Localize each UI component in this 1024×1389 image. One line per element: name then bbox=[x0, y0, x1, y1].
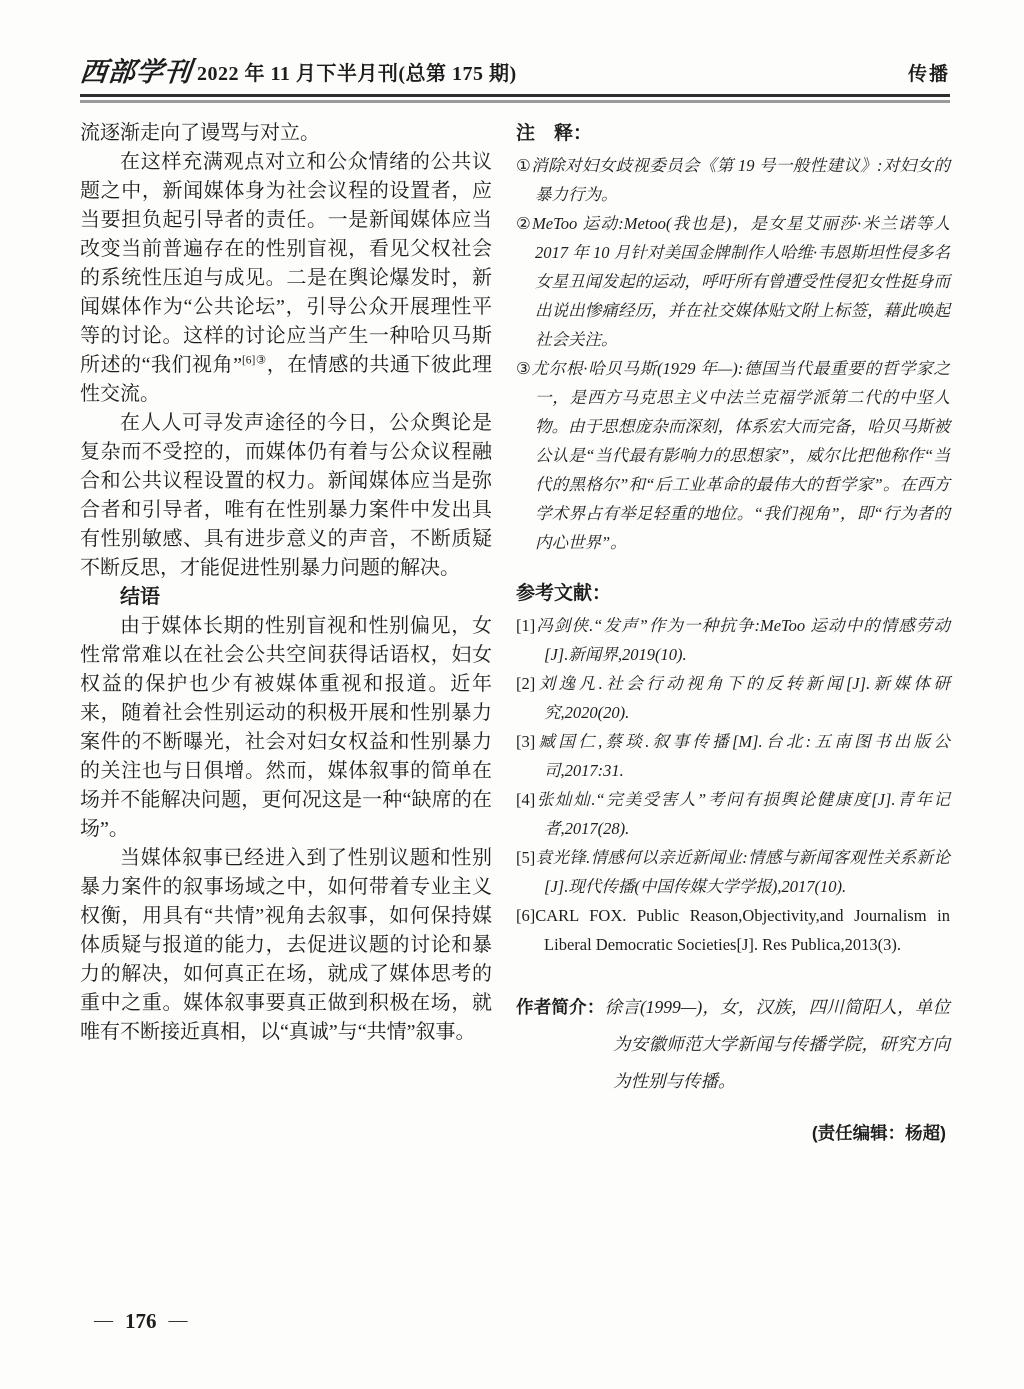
author-bio-label: 作者简介： bbox=[516, 997, 605, 1017]
reference-text: CARL FOX. Public Reason,Objectivity,and Journalism in Liberal Democratic Societies[J]. Res Publica,2013(3). bbox=[535, 906, 950, 954]
reference-item bbox=[516, 727, 950, 785]
reference-text: 袁光锋.情感何以亲近新闻业:情感与新闻客观性关系新论[J].现代传播(中国传媒大学学报),2017(10). bbox=[535, 848, 950, 896]
note-item bbox=[516, 354, 950, 557]
header-double-rule bbox=[80, 94, 950, 103]
reference-text: 刘逸凡.社会行动视角下的反转新闻[J].新媒体研究,2020(20). bbox=[535, 674, 950, 722]
reference-marker: [2] bbox=[516, 674, 536, 693]
note-text: MeToo 运动:Metoo(我也是)，是女星艾丽莎·米兰诺等人 2017 年 10 月针对美国金牌制作人哈维·韦恩斯坦性侵多名女星丑闻发起的运动，呼吁所有曾遭受性侵犯女性挺身而出说出惨痛经历，并在社交媒体贴文附上标签，藉此唤起社会关注。 bbox=[532, 214, 950, 349]
reference-marker: [1] bbox=[516, 616, 536, 635]
page-number-dash-left: — bbox=[94, 1310, 113, 1331]
paragraph-text: 由于媒体长期的性别盲视和性别偏见，女性常常难以在社会公共空间获得话语权，妇女权益的保护也少有被媒体重视和报道。近年来，随着社会性别运动的积极开展和性别暴力案件的不断曝光，社会对妇女权益和性别暴力的关注也与日俱增。然而，媒体叙事的简单在场并不能解决问题，更何况这是一种“缺席的在场”。 bbox=[80, 615, 492, 840]
right-column bbox=[516, 119, 950, 1148]
reference-text: 臧国仁,蔡琰.叙事传播[M].台北:五南图书出版公司,2017:31. bbox=[535, 732, 950, 780]
page-number-dash-right: — bbox=[168, 1310, 188, 1331]
note-item bbox=[516, 209, 950, 354]
paragraph-text: 在这样充满观点对立和公众情绪的公共议题之中，新闻媒体身为社会议程的设置者，应当要担负起引导者的责任。一是新闻媒体应当改变当前普遍存在的性别盲视，看见父权社会的系统性压迫与成见。二是在舆论爆发时，新闻媒体作为“公共论坛”，引导公众开展理性平等的讨论。这样的讨论应当产生一种哈贝马斯所述的“我们视角” bbox=[80, 151, 492, 376]
references-block bbox=[516, 579, 950, 959]
left-column bbox=[80, 119, 492, 1148]
references-heading: 参考文献： bbox=[516, 583, 612, 604]
reference-marker: [6] bbox=[516, 906, 536, 925]
footnote-marker: [6]③ bbox=[241, 354, 267, 367]
paragraph bbox=[80, 844, 492, 1047]
note-marker: ① bbox=[516, 156, 532, 175]
paragraph bbox=[80, 409, 492, 583]
reference-item bbox=[516, 785, 950, 843]
reference-text: 冯剑侠.“发声”作为一种抗争:MeToo 运动中的情感劳动[J].新闻界,2019(10). bbox=[535, 616, 950, 664]
note-text: 尤尔根·哈贝马斯(1929 年—):德国当代最重要的哲学家之一，是西方马克思主义中法兰克福学派第二代的中坚人物。由于思想庞杂而深刻，体系宏大而完备，哈贝马斯被公认是“当代最有影响力的思想家”，威尔比把他称作“当代的黑格尔”和“后工业革命的最伟大的哲学家”。在西方学术界占有举足轻重的地位。“我们视角”，即“行为者的内心世界”。 bbox=[531, 359, 951, 552]
reference-marker: [4] bbox=[516, 790, 536, 809]
note-item bbox=[516, 151, 950, 209]
page-number bbox=[94, 1309, 188, 1333]
reference-marker: [3] bbox=[516, 732, 536, 751]
paragraph-text: 在人人可寻发声途径的今日，公众舆论是复杂而不受控的，而媒体仍有着与公众议程融合和公共议程设置的权力。新闻媒体应当是弥合者和引导者，唯有在性别暴力案件中发出具有性别敏感、具有进步意义的声音，不断质疑不断反思，才能促进性别暴力问题的解决。 bbox=[80, 412, 492, 579]
notes-list bbox=[516, 151, 950, 557]
reference-item bbox=[516, 669, 950, 727]
paragraph bbox=[80, 148, 492, 409]
note-marker: ② bbox=[516, 214, 533, 233]
reference-text: 张灿灿.“完美受害人”考问有损舆论健康度[J].青年记者,2017(28). bbox=[535, 790, 950, 838]
page-number-value: 176 bbox=[125, 1309, 157, 1333]
issue-info: 2022 年 11 月下半月刊(总第 175 期) bbox=[197, 63, 517, 85]
paragraph bbox=[80, 119, 492, 148]
reference-item bbox=[516, 611, 950, 669]
note-text: 消除对妇女歧视委员会《第 19 号一般性建议》:对妇女的暴力行为。 bbox=[531, 156, 950, 204]
journal-logo: 西部学刊 bbox=[78, 57, 194, 88]
section-label: 传播 bbox=[907, 64, 950, 85]
author-bio bbox=[516, 989, 950, 1100]
paragraph-text: 当媒体叙事已经进入到了性别议题和性别暴力案件的叙事场域之中，如何带着专业主义权衡，用具有“共情”视角去叙事，如何保持媒体质疑与报道的能力，去促进议题的讨论和暴力的解决，如何真正在场，就成了媒体思考的重中之重。媒体叙事要真正做到积极在场，就唯有不断接近真相，以“真诚”与“共情”叙事。 bbox=[80, 847, 492, 1043]
page-header bbox=[80, 58, 950, 88]
notes-heading: 注 释： bbox=[516, 123, 593, 144]
reference-marker: [5] bbox=[516, 848, 536, 867]
paragraph-text: 结语 bbox=[120, 586, 160, 608]
paragraph bbox=[80, 612, 492, 844]
paragraph bbox=[80, 583, 492, 612]
editor-note: (责任编辑：杨超) bbox=[811, 1122, 946, 1143]
paragraph-text: 流逐渐走向了谩骂与对立。 bbox=[80, 122, 320, 144]
article-body bbox=[80, 119, 950, 1148]
paragraph-text: ，在情感的共通下彼此理性交流。 bbox=[80, 354, 493, 405]
reference-item bbox=[516, 901, 950, 959]
references-list bbox=[516, 611, 950, 959]
author-bio-text: 徐言(1999—)，女，汉族，四川简阳人，单位为安徽师范大学新闻与传播学院，研究方向为性别与传播。 bbox=[604, 997, 951, 1091]
reference-item bbox=[516, 843, 950, 901]
note-marker: ③ bbox=[516, 359, 532, 378]
